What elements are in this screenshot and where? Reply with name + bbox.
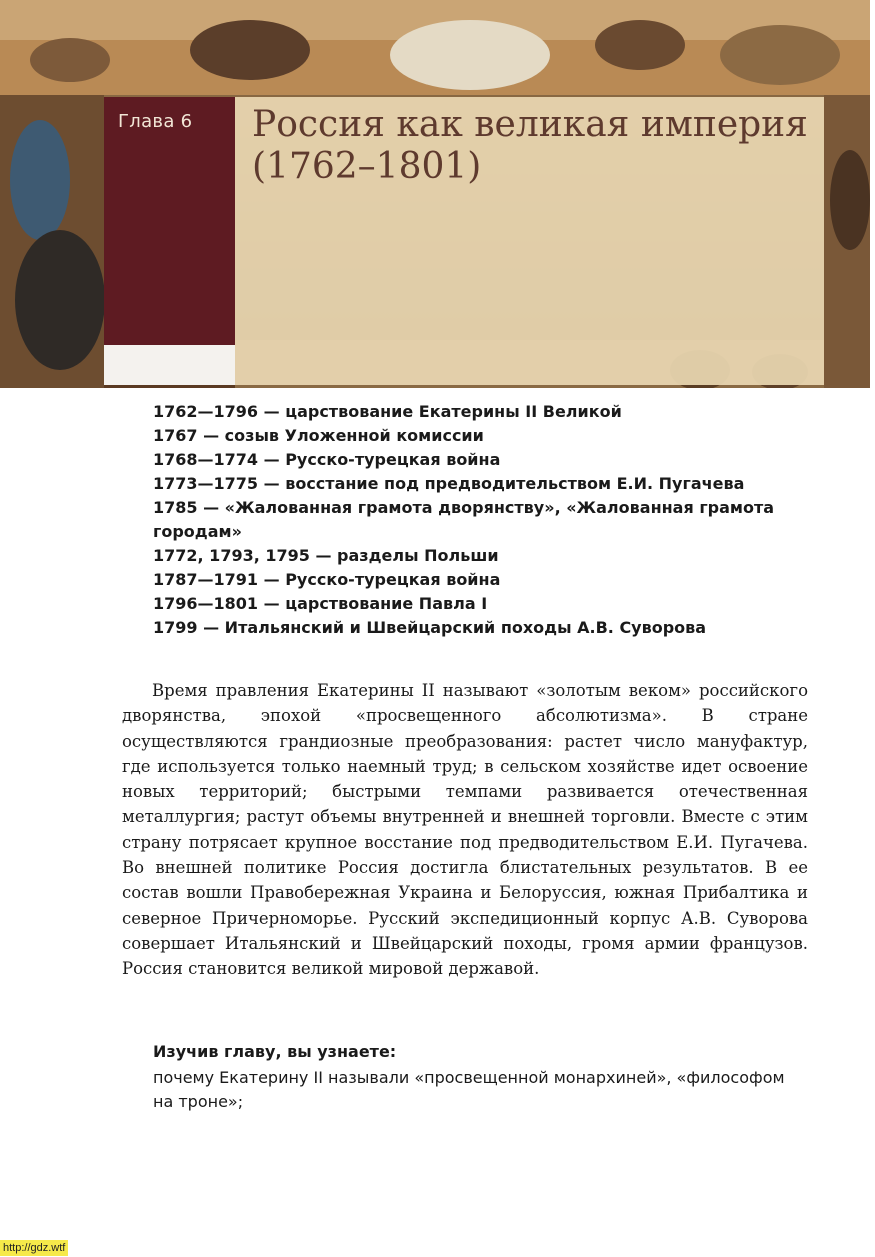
chapter-banner — [0, 0, 870, 388]
date-item: 1767 — созыв Уложенной комиссии — [153, 426, 484, 445]
date-item: 1773—1775 — восстание под предводительством Е.И. Пугачева — [153, 474, 745, 493]
date-item: 1772, 1793, 1795 — разделы Польши — [153, 546, 499, 565]
learn-item: почему Екатерину II называли «просвещенной монархиней», «философом на троне»; — [153, 1068, 785, 1111]
chapter-strip — [104, 97, 235, 345]
date-item: 1768—1774 — Русско-турецкая война — [153, 450, 501, 469]
date-item: 1799 — Итальянский и Швейцарский походы А.В. Суворова — [153, 618, 707, 637]
learn-heading: Изучив главу, вы узнаете: — [153, 1042, 397, 1061]
chapter-title: Россия как великая империя (1762–1801) — [252, 104, 808, 187]
watermark-link[interactable]: http://gdz.wtf — [0, 1240, 68, 1256]
intro-paragraph: Время правления Екатерины II называют «золотым веком» российского дворянства, эпохой «просвещенного абсолютизма». В стране осуществляются грандиозные преобразования: растет число мануфактур, где используется только наемный труд; в сельском хозяйстве идет освоение новых территорий; быстрыми темпами развивается отечественная металлургия; растут объемы внутренней и внешней торговли. Вместе с этим страну потрясает крупное восстание под предводительством Е.И. Пугачева. Во внешней политике Россия достигла блистательных результатов. В ее состав вошли Правобережная Украина и Белоруссия, южная Прибалтика и северное Причерноморье. Русский экспедиционный корпус А.В. Суворова совершает Итальянский и Швейцарский походы, громя армии французов. Россия становится великой мировой державой. — [122, 681, 808, 979]
date-item: 1796—1801 — царствование Павла I — [153, 594, 488, 613]
date-item: 1785 — «Жалованная грамота дворянству», «Жалованная грамота городам» — [153, 498, 775, 541]
date-item: 1762—1796 — царствование Екатерины II Великой — [153, 402, 622, 421]
chapter-strip-base — [104, 345, 235, 385]
date-item: 1787—1791 — Русско-турецкая война — [153, 570, 501, 589]
chapter-label: Глава 6 — [118, 111, 193, 132]
key-dates-list — [153, 400, 813, 640]
